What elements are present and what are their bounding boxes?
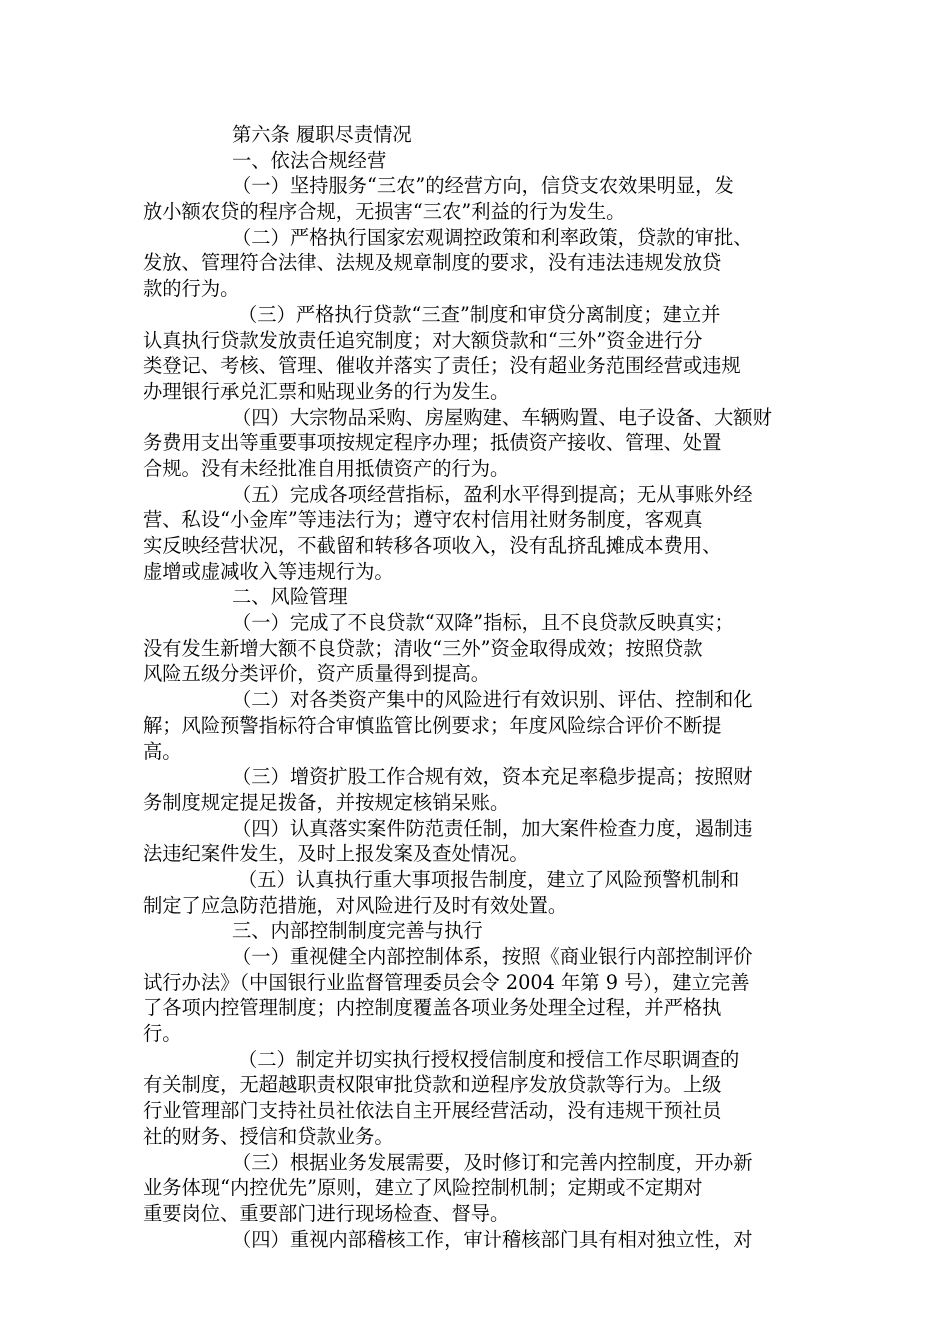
text-line: 务制度规定提足拨备，并按规定核销呆账。 <box>143 790 510 814</box>
text-line: 款的行为。 <box>143 277 240 301</box>
paragraph <box>143 816 807 867</box>
text-line: （五）完成各项经营指标，盈利水平得到提高；无从事账外经 <box>232 482 753 506</box>
text-line: （三）根据业务发展需要，及时修订和完善内控制度，开办新 <box>232 1150 753 1174</box>
section-heading: 一、依法合规经营 <box>232 148 387 172</box>
text-line: 有关制度，无超越职责权限审批贷款和逆程序发放贷款等行为。上级 <box>143 1073 722 1097</box>
text-line: （三）增资扩股工作合规有效，资本充足率稳步提高；按照财 <box>232 765 753 789</box>
paragraph <box>143 944 807 1047</box>
text-line: 行业管理部门支持社员社依法自主开展经营活动，没有违规干预社员 <box>143 1099 722 1123</box>
text-line: 没有发生新增大额不良贷款；清收“三外”资金取得成效；按照贷款 <box>143 636 703 660</box>
paragraph <box>143 405 807 482</box>
text-line: （一）完成了不良贷款“双降”指标，且不良贷款反映真实； <box>232 611 734 635</box>
text-line: 行。 <box>143 1022 182 1046</box>
paragraph <box>143 1227 807 1253</box>
paragraph <box>143 302 807 405</box>
text-line: （三）严格执行贷款“三查”制度和审贷分离制度；建立并 <box>238 302 721 326</box>
text-line: 社的财务、授信和贷款业务。 <box>143 1124 394 1148</box>
paragraph <box>143 867 807 918</box>
section-heading: 二、风险管理 <box>232 585 348 609</box>
paragraph <box>143 687 807 764</box>
text-line: 解；风险预警指标符合审慎监管比例要求；年度风险综合评价不断提 <box>143 713 722 737</box>
text-line: （二）对各类资产集中的风险进行有效识别、评估、控制和化 <box>232 688 753 712</box>
text-line: 实反映经营状况，不截留和转移各项收入，没有乱挤乱摊成本费用、 <box>143 534 722 557</box>
text-line: （二）严格执行国家宏观调控政策和利率政策，贷款的审批、 <box>232 225 753 249</box>
article-title: 第六条 履职尽责情况 <box>232 123 412 146</box>
text-line: 办理银行承兑汇票和贴现业务的行为发生。 <box>143 379 510 403</box>
text-line: 重要岗位、重要部门进行现场检查、督导。 <box>143 1201 510 1225</box>
paragraph <box>143 1150 807 1227</box>
text-line: 营、私设“小金库”等违法行为；遵守农村信用社财务制度，客观真 <box>143 508 703 532</box>
paragraph <box>143 1047 807 1150</box>
paragraph <box>143 225 807 302</box>
text-line: 制定了应急防范措施，对风险进行及时有效处置。 <box>143 893 568 917</box>
text-line: 风险五级分类评价，资产质量得到提高。 <box>143 662 491 686</box>
text-line: 业务体现“内控优先”原则，建立了风险控制机制；定期或不定期对 <box>143 1176 703 1200</box>
text-line: 法违纪案件发生，及时上报发案及查处情况。 <box>143 842 529 866</box>
text-line: （四）重视内部稽核工作，审计稽核部门具有相对独立性，对 <box>232 1227 753 1251</box>
text-line: （四）认真落实案件防范责任制，加大案件检查力度，遏制违 <box>232 816 753 840</box>
text-line: （二）制定并切实执行授权授信制度和授信工作尽职调查的 <box>238 1047 740 1071</box>
text-line: （一）重视健全内部控制体系，按照《商业银行内部控制评价 <box>232 945 753 968</box>
paragraph <box>143 764 807 815</box>
text-line: 合规。没有未经批准自用抵债资产的行为。 <box>143 456 510 480</box>
text-line: 认真执行贷款发放责任追究制度；对大额贷款和“三外”资金进行分 <box>143 328 703 352</box>
text-line: 发放、管理符合法律、法规及规章制度的要求，没有违法违规发放贷 <box>143 251 722 275</box>
paragraph <box>143 610 807 687</box>
text-line: 放小额农贷的程序合规，无损害“三农”利益的行为发生。 <box>143 200 626 224</box>
document-body <box>143 122 807 1252</box>
section-heading: 三、内部控制制度完善与执行 <box>232 919 483 943</box>
text-line: 类登记、考核、管理、催收并落实了责任；没有超业务范围经营或违规 <box>143 354 741 378</box>
text-line: 了各项内控管理制度；内控制度覆盖各项业务处理全过程，并严格执 <box>143 996 722 1020</box>
text-line: 高。 <box>143 739 182 763</box>
text-line: （五）认真执行重大事项报告制度，建立了风险预警机制和 <box>238 867 740 891</box>
text-line: 虚增或虚减收入等违规行为。 <box>143 559 394 583</box>
paragraph <box>143 173 807 224</box>
paragraph <box>143 482 807 585</box>
text-line: 试行办法》（中国银行业监督管理委员会令 2004 年第 9 号），建立完善 <box>143 970 750 994</box>
text-line: （一）坚持服务“三农”的经营方向，信贷支农效果明显，发 <box>232 174 734 198</box>
text-line: （四）大宗物品采购、房屋购建、车辆购置、电子设备、大额财 <box>232 405 772 429</box>
text-line: 务费用支出等重要事项按规定程序办理；抵债资产接收、管理、处置 <box>143 431 722 455</box>
